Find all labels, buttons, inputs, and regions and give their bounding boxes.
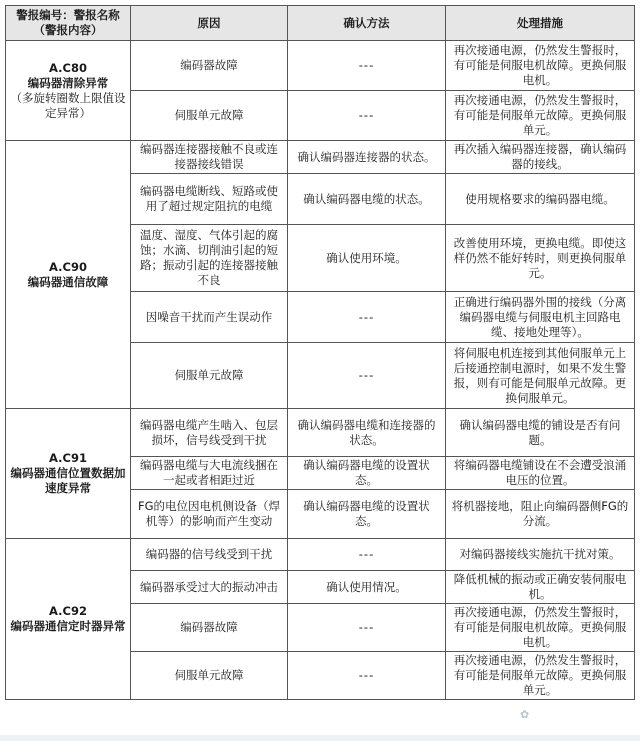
header-confirm: 确认方法 xyxy=(288,6,446,41)
action-cell: 再次接通电源，仍然发生警报时，有可能是伺服电机故障。更换伺服电机。 xyxy=(446,41,635,91)
header-code: 警报编号：警报名称（警报内容） xyxy=(6,6,131,41)
action-cell: 正确进行编码器外围的接线（分离编码器电缆与伺服电机主回路电缆、接地处理等）。 xyxy=(446,292,635,343)
confirm-cell: 确认编码器连接器的状态。 xyxy=(288,141,446,174)
action-cell: 降低机械的振动或正确安装伺服电机。 xyxy=(446,571,635,604)
action-cell: 再次插入编码器连接器，确认编码器的接线。 xyxy=(446,141,635,174)
confirm-cell: 确认编码器电缆的状态。 xyxy=(288,174,446,225)
cause-cell: 伺服单元故障 xyxy=(131,652,288,700)
alarm-title: 编码器清除异常 xyxy=(27,75,109,90)
cause-cell: 编码器连接器接触不良或连接器接线错误 xyxy=(131,141,288,174)
table-row xyxy=(6,41,635,91)
table-row xyxy=(6,409,635,457)
cause-cell: FG的电位因电机侧设备（焊机等）的影响而产生变动 xyxy=(131,490,288,539)
confirm-cell: 确认编码器电缆的设置状态。 xyxy=(288,490,446,539)
cause-cell: 编码器电缆与大电流线捆在一起或者相距过近 xyxy=(131,457,288,490)
action-cell: 将机器接地，阻止向编码器侧FG的分流。 xyxy=(446,490,635,539)
table-row xyxy=(6,539,635,571)
action-cell: 使用规格要求的编码器电缆。 xyxy=(446,174,635,225)
confirm-cell: 确认使用情况。 xyxy=(288,571,446,604)
cause-cell: 编码器电缆产生啮入、包层损坏，信号线受到干扰 xyxy=(131,409,288,457)
alarm-code: A.C90 xyxy=(49,259,87,274)
confirm-cell: --- xyxy=(288,343,446,409)
confirm-cell: 确认使用环境。 xyxy=(288,225,446,292)
confirm-cell: --- xyxy=(288,539,446,571)
alarm-code: A.C92 xyxy=(49,604,87,618)
watermark-icon: ✿ xyxy=(520,708,530,721)
confirm-cell: 确认编码器电缆和连接器的状态。 xyxy=(288,409,446,457)
action-cell: 再次接通电源，仍然发生警报时，有可能是伺服单元故障。更换伺服单元。 xyxy=(446,652,635,700)
cause-cell: 编码器故障 xyxy=(131,41,288,91)
alarm-title: 编码器通信故障 xyxy=(27,274,109,289)
cause-cell: 编码器电缆断线、短路或使用了超过规定阻抗的电缆 xyxy=(131,174,288,225)
table-header-row xyxy=(6,6,635,41)
header-cause: 原因 xyxy=(131,6,288,41)
confirm-cell: --- xyxy=(288,91,446,141)
action-cell: 改善使用环境，更换电缆。即使这样仍然不能好转时，则更换伺服单元。 xyxy=(446,225,635,292)
cause-cell: 伺服单元故障 xyxy=(131,343,288,409)
action-cell: 确认编码器电缆的铺设是否有问题。 xyxy=(446,409,635,457)
cause-cell: 伺服单元故障 xyxy=(131,91,288,141)
confirm-cell: --- xyxy=(288,41,446,91)
alarm-code-cell xyxy=(6,41,131,141)
action-cell: 将伺服电机连接到其他伺服单元上后接通控制电源时，如果不发生警报，则有可能是伺服单元故障。更换伺服单元。 xyxy=(446,343,635,409)
alarm-title: 编码器通信位置数据加速度异常 xyxy=(10,466,126,495)
confirm-cell: 确认编码器电缆的设置状态。 xyxy=(288,457,446,490)
alarm-table-body xyxy=(6,41,635,700)
alarm-table-container xyxy=(5,5,634,700)
header-action: 处理措施 xyxy=(446,6,635,41)
alarm-code: A.C80 xyxy=(49,60,87,75)
cause-cell: 因噪音干扰而产生误动作 xyxy=(131,292,288,343)
cause-cell: 编码器的信号线受到干扰 xyxy=(131,539,288,571)
confirm-cell: --- xyxy=(288,652,446,700)
alarm-code: A.C91 xyxy=(49,451,87,465)
alarm-code-cell xyxy=(6,141,131,409)
confirm-cell: --- xyxy=(288,292,446,343)
alarm-table xyxy=(5,5,635,700)
footer-bar xyxy=(0,735,640,741)
table-row xyxy=(6,141,635,174)
action-cell: 再次接通电源，仍然发生警报时，有可能是伺服电机故障。更换伺服电机。 xyxy=(446,604,635,652)
cause-cell: 编码器故障 xyxy=(131,604,288,652)
alarm-title: 编码器通信定时器异常 xyxy=(10,619,126,633)
action-cell: 再次接通电源，仍然发生警报时，有可能是伺服单元故障。更换伺服单元。 xyxy=(446,91,635,141)
alarm-subtitle: （多旋转圈数上限值设定异常） xyxy=(10,90,126,120)
action-cell: 对编码器接线实施抗干扰对策。 xyxy=(446,539,635,571)
alarm-code-cell xyxy=(6,539,131,700)
cause-cell: 编码器承受过大的振动冲击 xyxy=(131,571,288,604)
alarm-code-cell xyxy=(6,409,131,539)
cause-cell: 温度、湿度、气体引起的腐蚀；水滴、切削油引起的短路；振动引起的连接器接触不良 xyxy=(131,225,288,292)
action-cell: 将编码器电缆铺设在不会遭受浪涌电压的位置。 xyxy=(446,457,635,490)
confirm-cell: --- xyxy=(288,604,446,652)
